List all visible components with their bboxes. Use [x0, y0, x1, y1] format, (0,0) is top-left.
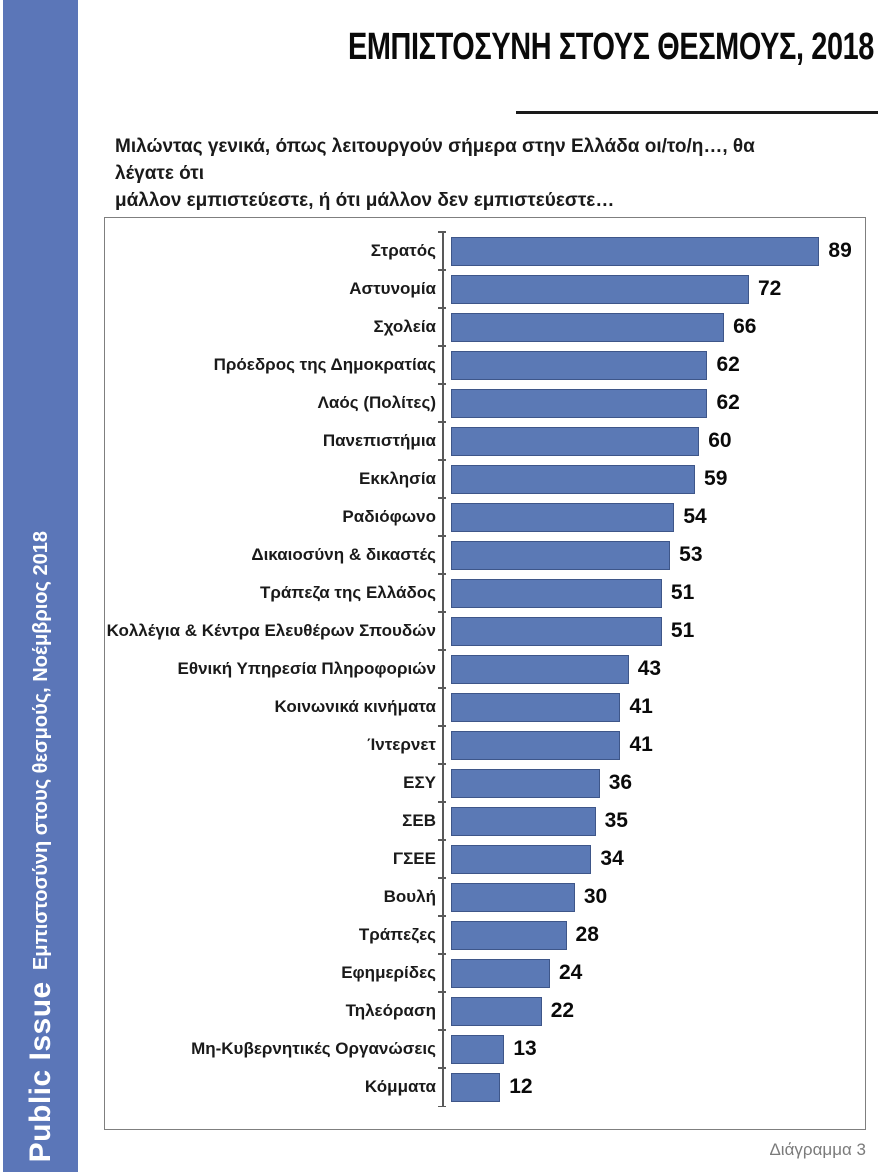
category-label: Βουλή	[383, 887, 436, 906]
category-label: Κοινωνικά κινήματα	[274, 697, 436, 716]
chart-row	[105, 688, 865, 726]
bar	[451, 427, 700, 456]
chart-row	[105, 1030, 865, 1068]
chart-row	[105, 574, 865, 612]
bar	[451, 997, 542, 1026]
plot-cell	[451, 916, 866, 954]
bar	[451, 769, 600, 798]
chart-row	[105, 802, 865, 840]
value-label: 59	[704, 467, 728, 490]
sidebar	[3, 0, 78, 1172]
category-label: Κόμματα	[364, 1077, 436, 1096]
category-label: ΣΕΒ	[402, 811, 436, 830]
chart-row	[105, 308, 865, 346]
category-label: Πανεπιστήμια	[322, 431, 436, 450]
chart-row	[105, 384, 865, 422]
question-line-2: μάλλον εμπιστεύεστε, ή ότι μάλλον δεν εμπιστεύεστε…	[115, 190, 615, 211]
category-label: Μη-Κυβερνητικές Οργανώσεις	[191, 1039, 436, 1058]
bar	[451, 1073, 501, 1102]
bar-chart	[105, 232, 865, 1106]
chart-row	[105, 764, 865, 802]
bar	[451, 465, 696, 494]
category-label: Τράπεζες	[358, 925, 436, 944]
plot-cell	[451, 232, 866, 270]
category-label: Σχολεία	[373, 317, 436, 336]
value-label: 62	[716, 391, 740, 414]
plot-cell	[451, 650, 866, 688]
bar	[451, 693, 621, 722]
chart-row	[105, 1068, 865, 1106]
category-label: Εκκλησία	[359, 469, 436, 488]
bar	[451, 617, 662, 646]
plot-cell	[451, 498, 866, 536]
value-label: 53	[679, 543, 703, 566]
plot-cell	[451, 308, 866, 346]
plot-cell	[451, 726, 866, 764]
bar	[451, 655, 629, 684]
plot-cell	[451, 574, 866, 612]
value-label: 13	[513, 1037, 537, 1060]
plot-cell	[451, 1030, 866, 1068]
bar	[451, 807, 596, 836]
category-label: Εθνική Υπηρεσία Πληροφοριών	[177, 659, 436, 678]
value-label: 54	[683, 505, 707, 528]
plot-cell	[451, 992, 866, 1030]
bar	[451, 579, 662, 608]
bar	[451, 275, 749, 304]
value-label: 43	[637, 657, 662, 680]
plot-cell	[451, 384, 866, 422]
plot-cell	[451, 536, 866, 574]
value-label: 41	[629, 695, 653, 718]
bar	[451, 313, 725, 342]
plot-cell	[451, 270, 866, 308]
chart-row	[105, 650, 865, 688]
sidebar-subtitle: Εμπιστοσύνη στους θεσμούς, Νοέμβριος 2018	[29, 530, 52, 970]
value-label: 60	[708, 429, 732, 452]
value-label: 51	[670, 581, 695, 604]
category-label: Πρόεδρος της Δημοκρατίας	[213, 355, 436, 374]
plot-cell	[451, 422, 866, 460]
chart-row	[105, 954, 865, 992]
bar	[451, 503, 675, 532]
category-label: Τράπεζα της Ελλάδος	[259, 583, 436, 602]
chart-row	[105, 498, 865, 536]
value-label: 28	[575, 923, 599, 946]
bar	[451, 541, 671, 570]
plot-cell	[451, 612, 866, 650]
value-label: 30	[583, 885, 608, 908]
value-label: 51	[670, 619, 695, 642]
plot-cell	[451, 764, 866, 802]
category-label: Ραδιόφωνο	[342, 507, 436, 526]
category-label: Αστυνομία	[349, 279, 436, 298]
bar	[451, 731, 621, 760]
category-label: Λαός (Πολίτες)	[317, 393, 436, 412]
bar	[451, 845, 592, 874]
plot-cell	[451, 878, 866, 916]
value-label: 41	[629, 733, 653, 756]
bar	[451, 921, 567, 950]
category-label: Δικαιοσύνη & δικαστές	[251, 545, 436, 564]
plot-cell	[451, 802, 866, 840]
category-label: Στρατός	[370, 241, 436, 260]
category-label: Εφημερίδες	[341, 963, 436, 982]
plot-cell	[451, 840, 866, 878]
value-label: 36	[608, 771, 633, 794]
question-line-1: Μιλώντας γενικά, όπως λειτουργούν σήμερα στην Ελλάδα οι/το/η…, θα λέγατε ότι	[115, 136, 755, 184]
sidebar-vertical-text	[3, 531, 79, 1162]
plot-cell	[451, 346, 866, 384]
title-underline	[516, 111, 878, 114]
brand-logo-text: Public Issue	[23, 980, 57, 1162]
value-label: 89	[828, 239, 852, 262]
chart-frame	[104, 217, 866, 1130]
value-label: 72	[757, 277, 782, 300]
bar	[451, 1035, 505, 1064]
chart-row	[105, 270, 865, 308]
chart-row	[105, 536, 865, 574]
chart-row	[105, 346, 865, 384]
page-title: ΕΜΠΙΣΤΟΣΥΝΗ ΣΤΟΥΣ ΘΕΣΜΟΥΣ, 2018	[347, 26, 874, 68]
value-label: 22	[550, 999, 575, 1022]
chart-row	[105, 612, 865, 650]
category-label: ΕΣΥ	[403, 773, 436, 792]
value-label: 12	[509, 1075, 533, 1098]
value-label: 66	[733, 315, 757, 338]
bar	[451, 883, 575, 912]
category-label: Ίντερνετ	[367, 735, 436, 754]
chart-row	[105, 726, 865, 764]
chart-caption: Διάγραμμα 3	[769, 1140, 866, 1159]
bar	[451, 959, 550, 988]
value-label: 35	[604, 809, 628, 832]
chart-row	[105, 460, 865, 498]
chart-row	[105, 878, 865, 916]
plot-cell	[451, 954, 866, 992]
value-label: 24	[558, 961, 583, 984]
chart-row	[105, 916, 865, 954]
plot-cell	[451, 460, 866, 498]
chart-row	[105, 840, 865, 878]
category-label: Τηλεόραση	[345, 1001, 436, 1020]
plot-cell	[451, 1068, 866, 1106]
sidebar-text-gap	[30, 970, 52, 981]
plot-cell	[451, 688, 866, 726]
category-label: ΓΣΕΕ	[392, 849, 436, 868]
value-label: 62	[716, 353, 740, 376]
chart-row	[105, 232, 865, 270]
category-label: Κολλέγια & Κέντρα Ελευθέρων Σπουδών	[106, 621, 436, 640]
chart-row	[105, 422, 865, 460]
bar	[451, 389, 708, 418]
chart-row	[105, 992, 865, 1030]
value-label: 34	[600, 847, 624, 870]
bar	[451, 237, 820, 266]
bar	[451, 351, 708, 380]
